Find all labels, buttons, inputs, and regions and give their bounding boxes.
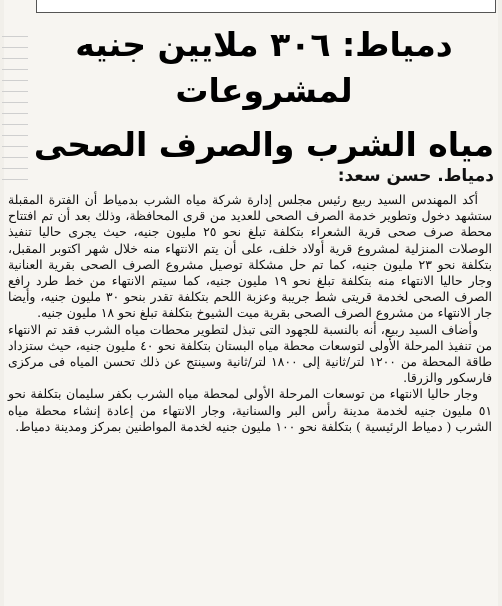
paragraph-1: أكد المهندس السيد ربيع رئيس مجلس إدارة شركة مياه الشرب بدمياط أن الفترة المقبلة ستشهد دخول وتطوير خدمة الصرف الصحى للعديد من قرى المحافظة، وذلك بعد أن تم افتتاح محطة صرف صحى قرية الشعراء بتكلفة تبلغ نحو ٢٥ مليون جنيه، حيث يجرى حاليا تنفيذ الوصلات المنزلية لمشروع قرية أولاد خلف، على أن يتم الانتهاء منه خلال شهر اكتوبر المقبل، بتكلفة نحو ٢٣ مليون جنيه، كما تم حل مشكلة توصيل مشروع الصرف الصحى بقرية العنانية وجار حاليا الانتهاء منه بتكلفة تبلغ نحو ١٩ مليون جنيه، كما سيتم الانتهاء من خط طرد رافع الصرف الصحى لخدمة قريتى شط جريبة وعزبة اللحم بتكلفة تقدر بنحو ٣٠ مليون جنيه، وأيضا جار الانتهاء من مشروع الصرف الصحى بقرية ميت الشيوخ بتكلفة تبلغ نحو ١٨ مليون جنيه. bbox=[8, 192, 493, 321]
paragraph-2: وأضاف السيد ربيع، أنه بالنسبة للجهود التى تبذل لتطوير محطات مياه الشرب فقد تم الانتهاء من تنفيذ المرحلة الأولى لتوسعات محطة مياه البستان بتكلفة نحو ٤٠ مليون جنيه، حيث ستزداد طاقة المحطة من ١٢٠٠ لتر/ثانية إلى ١٨٠٠ لتر/ثانية وسينتج عن ذلك تحسن المياه فى مركزى فارسكور والزرقا. bbox=[8, 321, 493, 386]
adjacent-column-edge bbox=[0, 26, 30, 196]
byline: دمياط. حسن سعد: bbox=[337, 166, 494, 186]
article-headline bbox=[30, 22, 498, 170]
headline-line-2: مياه الشرب والصرف الصحى bbox=[33, 125, 495, 164]
paragraph-3: وجار حاليا الانتهاء من توسعات المرحلة الأولى لمحطة مياه الشرب بكفر سليمان بتكلفة نحو ٥١ مليون جنيه لخدمة مدينة رأس البر والسنانية، وجار الانتهاء من إعادة إنشاء محطة مياه الشرب ( دمياط الرئيسية ) بتكلفة نحو ١٠٠ مليون جنيه لخدمة المواطنين بمركز ومدينة دمياط. bbox=[8, 386, 492, 434]
headline-line-1: دمياط: ٣٠٦ ملايين جنيه لمشروعات bbox=[75, 25, 453, 110]
adjacent-article-border bbox=[36, 0, 496, 13]
article-body bbox=[8, 192, 492, 435]
